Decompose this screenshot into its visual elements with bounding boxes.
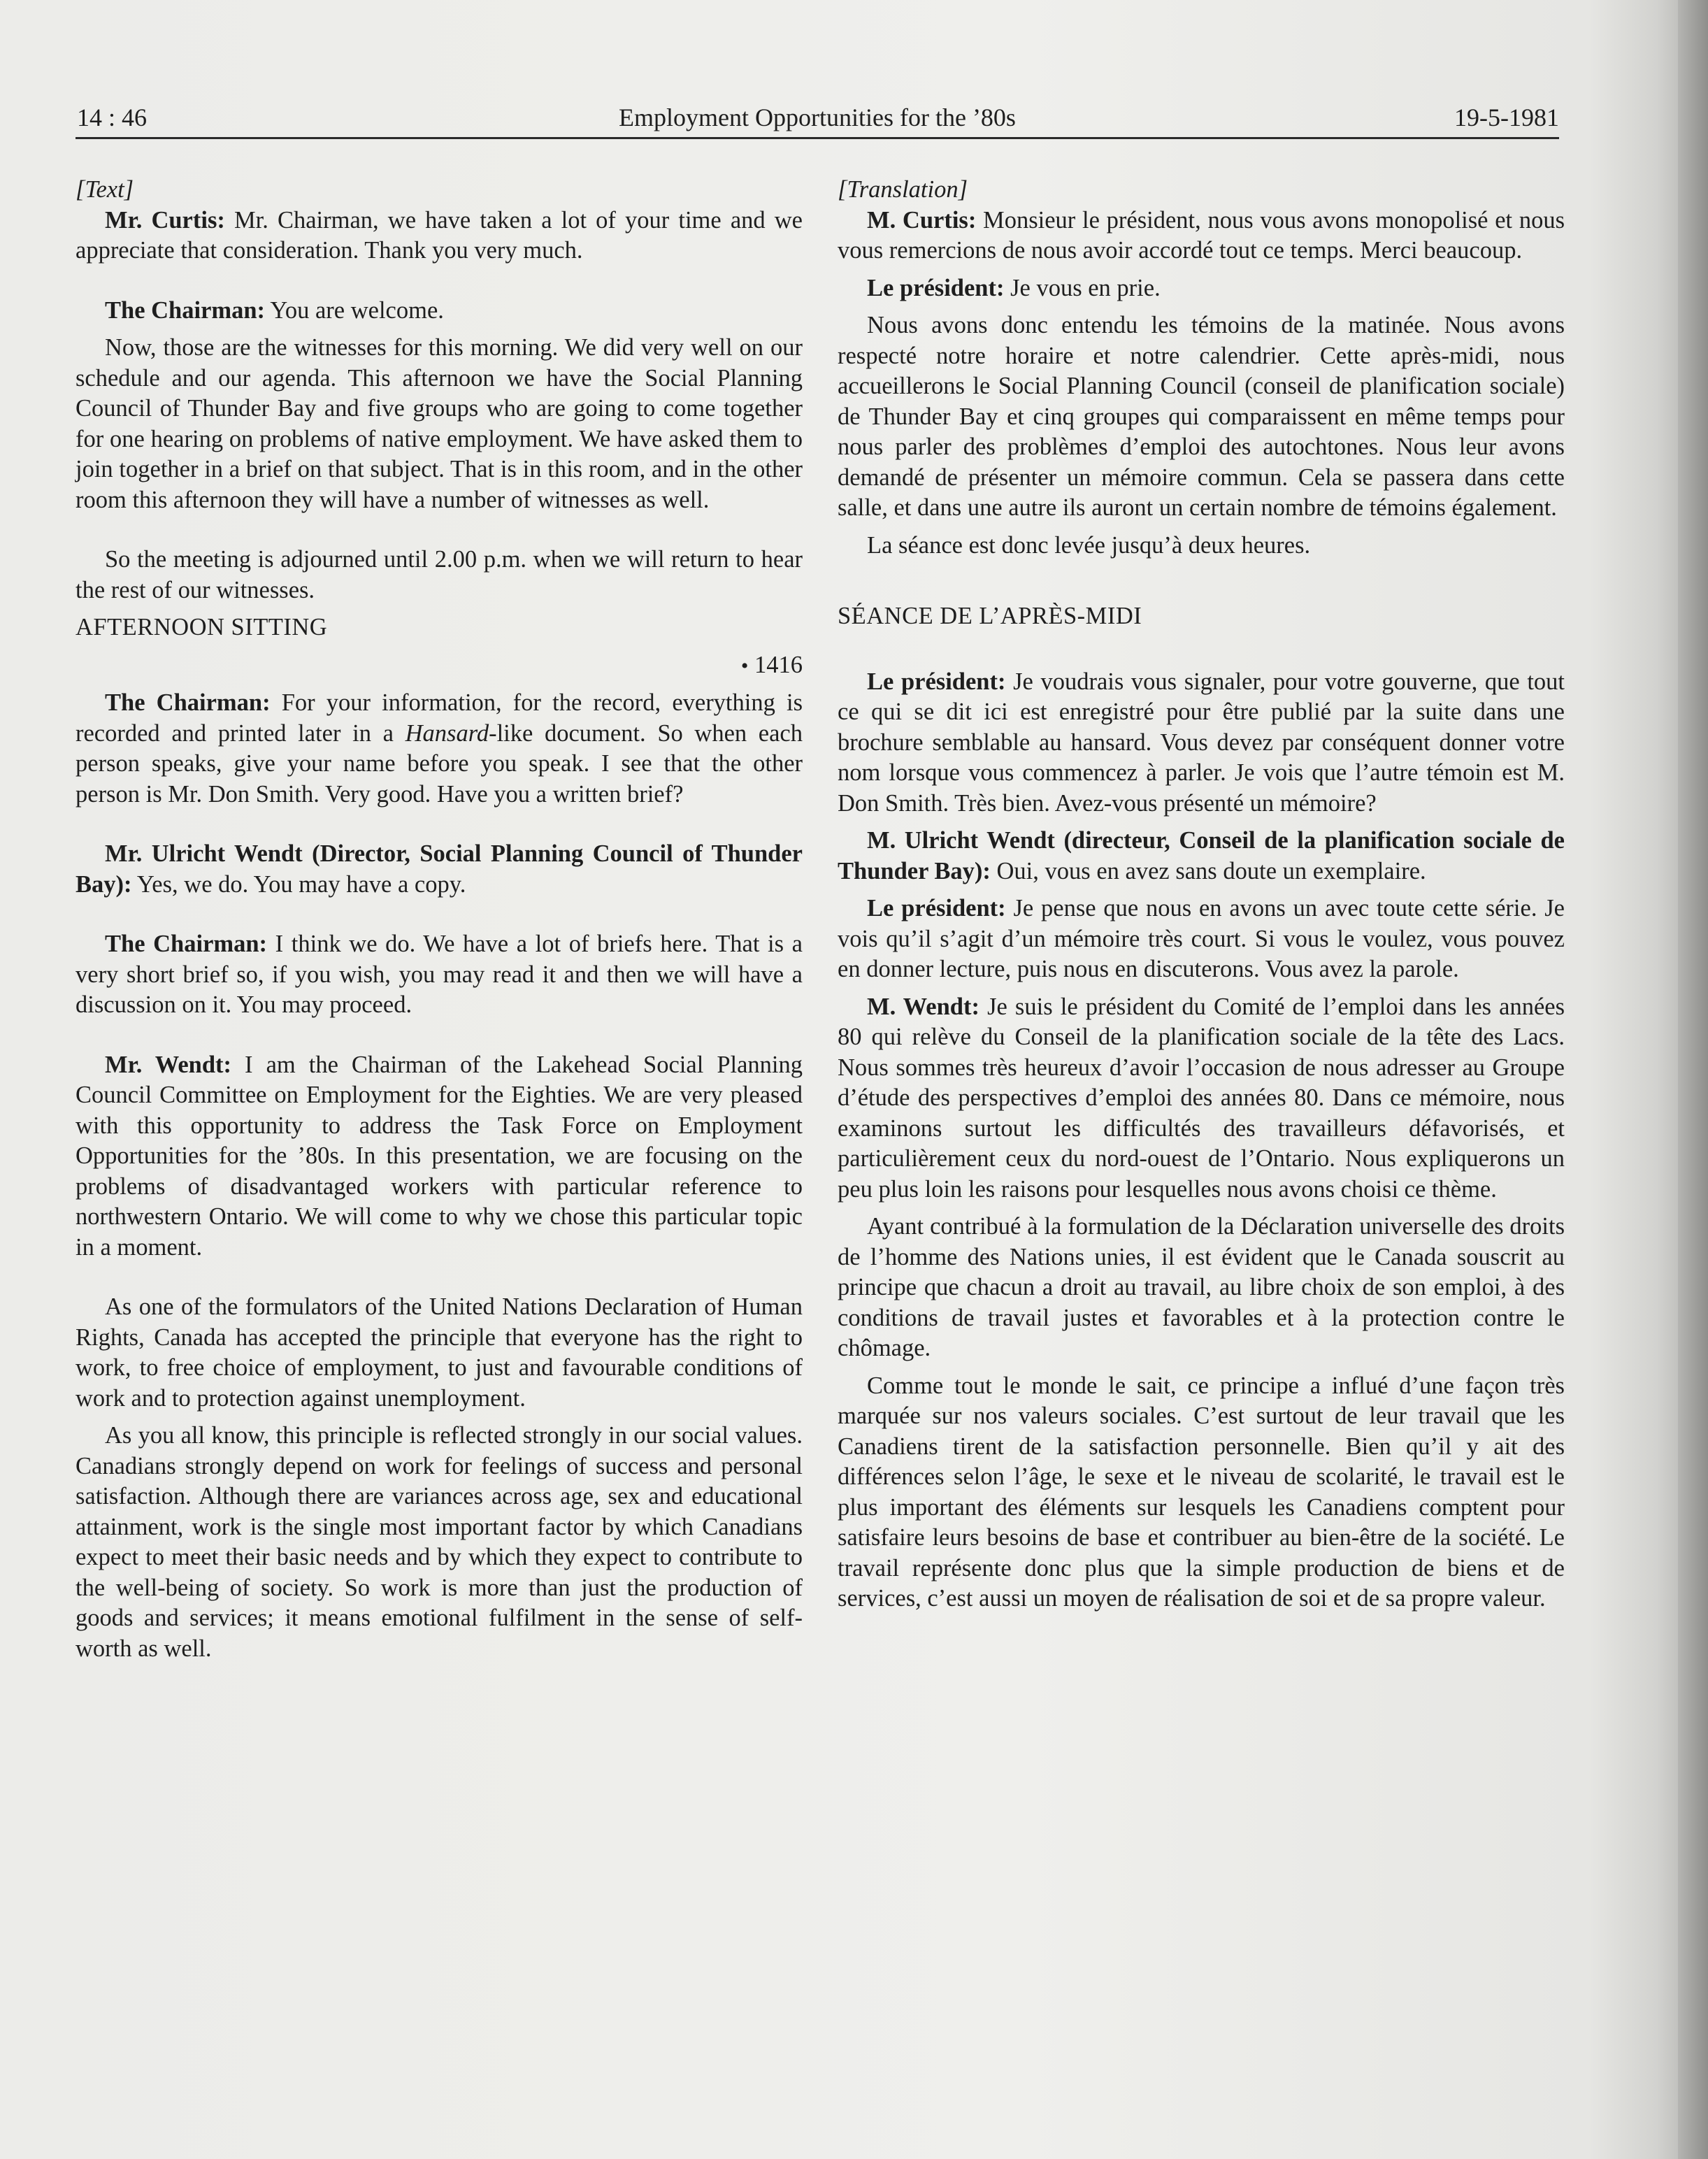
paragraph: Mr. Wendt: I am the Chairman of the Lakehead Social Planning Council Committee on Employment for the Eighties. We are very pleased with this opportunity to address the Task Force on Employment Opportunities for the ’80s. In this presentation, we are focusing on the problems of disadvantaged workers with particular reference to northwestern Ontario. We will come to why we chose this particular topic in a moment. (76, 1051, 803, 1261)
paragraph: M. Wendt: Je suis le président du Comité de l’emploi dans les années 80 qui relève du Conseil de la planification sociale de la tête des Lacs. Nous sommes très heureux d’avoir l’occasion de nous adresser au Groupe d’étude des perspectives d’emploi des années 80. Dans ce mémoire, nous examinons surtout les difficultés des travailleurs défavorisés, et particulièrement ceux du nord-ouest de l’Ontario. Nous expliquerons un peu plus loin les raisons pour lesquelles nous avons choisi ce thème. (838, 993, 1565, 1203)
publication-title: Employment Opportunities for the ’80s (619, 103, 1016, 131)
paragraph: The Chairman: You are welcome. (105, 296, 444, 324)
english-column (76, 175, 803, 1664)
speaker-name: Mr. Wendt: (105, 1051, 232, 1078)
speaker-name: Mr. Ulricht Wendt (Director, Social Planning Council of Thunder Bay): (76, 840, 803, 898)
paragraph: Le président: Je voudrais vous signaler, pour votre gouverne, que tout ce qui se dit ici est enregistré pour être publié par la suite dans une brochure semblable au hansard. Vous devez par conséquent donner votre nom lorsque vous commencez à parler. Je vois que l’autre témoin est M. Don Smith. Très bien. Avez-vous présenté un mémoire? (838, 668, 1565, 817)
language-tag: [Translation] (838, 176, 968, 203)
paragraph: La séance est donc levée jusqu’à deux heures. (867, 531, 1311, 559)
speaker-name: The Chairman: (105, 931, 268, 957)
paragraph: Now, those are the witnesses for this morning. We did very well on our schedule and our agenda. This afternoon we have the Social Planning Council of Thunder Bay and five groups who are going to come together for one hearing on problems of native employment. We have asked them to join together in a brief on that subject. That is in this room, and in the other room this afternoon they will have a number of witnesses as well. (76, 334, 803, 513)
paragraph: As one of the formulators of the United Nations Declaration of Human Rights, Canada has accepted the principle that everyone has the right to work, to free choice of employment, to just and favourable conditions of work and to protection against unemployment. (76, 1293, 803, 1412)
paragraph: As you all know, this principle is reflected strongly in our social values. Canadians strongly depend on work for feelings of success and personal satisfaction. Although there are variances across age, sex and educational attainment, work is the single most important factor by which Canadians expect to meet their basic needs and by which they expect to contribute to the well-being of society. So work is more than just the production of goods and services; it means emotional fulfilment in the sense of self-worth as well. (76, 1422, 803, 1662)
paragraph: Comme tout le monde le sait, ce principe a influé d’une façon très marquée sur nos valeurs sociales. C’est surtout de leur travail que les Canadiens tirent de la satisfaction personnelle. Bien qu’il y ait des différences selon l’âge, le sexe et le niveau de scolarité, le travail est le plus important des éléments sur lesquels les Canadiens comptent pour satisfaire leurs besoins de base et contribuer au bien-être de la société. Le travail représente donc plus que la simple production de biens et de services, c’est aussi un moyen de réalisation de soi et de sa propre valeur. (838, 1372, 1565, 1612)
language-tag: [Text] (76, 176, 134, 203)
section-heading: AFTERNOON SITTING (76, 614, 328, 640)
speaker-name: Le président: (867, 895, 1006, 921)
speaker-name: The Chairman: (105, 296, 266, 324)
speaker-name: M. Curtis: (867, 206, 977, 234)
speaker-name: The Chairman: (105, 689, 271, 716)
paragraph: Mr. Curtis: Mr. Chairman, we have taken a lot of your time and we appreciate that consideration. Thank you very much. (76, 206, 803, 264)
french-column (838, 175, 1565, 1614)
section-heading: SÉANCE DE L’APRÈS-MIDI (838, 603, 1142, 629)
paragraph: Ayant contribué à la formulation de la Déclaration universelle des droits de l’homme des Nations unies, il est évident que le Canada souscrit au principe que chacun a droit au travail, au libre choix de son emploi, à des conditions de travail justes et favorables et à la protection contre le chômage. (838, 1213, 1565, 1361)
speaker-name: M. Wendt: (867, 993, 979, 1020)
speaker-name: Le président: (867, 668, 1006, 695)
paragraph: The Chairman: For your information, for the record, everything is recorded and printed later in a Hansard-like document. So when each person speaks, give your name before you speak. I see that the other person is Mr. Don Smith. Very good. Have you a written brief? (76, 689, 803, 808)
time-marker: • 1416 (740, 651, 803, 678)
paragraph: So the meeting is adjourned until 2.00 p.m. when we will return to hear the rest of our witnesses. (76, 546, 803, 603)
paragraph: Mr. Ulricht Wendt (Director, Social Planning Council of Thunder Bay): Yes, we do. You may have a copy. (76, 840, 803, 898)
page-number: 14 : 46 (77, 103, 148, 131)
paragraph: M. Curtis: Monsieur le président, nous vous avons monopolisé et nous vous remercions de nous avoir accordé tout ce temps. Merci beaucoup. (838, 206, 1565, 264)
paragraph: Le président: Je pense que nous en avons un avec toute cette série. Je vois qu’il s’agit d’un mémoire très court. Si vous le voulez, vous pouvez en donner lecture, puis nous en discuterons. Vous avez la parole. (838, 895, 1565, 982)
running-header (76, 98, 1559, 139)
speaker-name: Le président: (867, 274, 1005, 301)
sitting-date: 19-5-1981 (1454, 103, 1559, 131)
speaker-name: M. Ulricht Wendt (directeur, Conseil de la planification sociale de Thunder Bay): (838, 827, 1565, 884)
paragraph: Nous avons donc entendu les témoins de la matinée. Nous avons respecté notre horaire et notre calendrier. Cette après-midi, nous accueillerons le Social Planning Council (conseil de planification sociale) de Thunder Bay et cinq groupes qui comparaissent en même temps pour nous parler des problèmes d’emploi des autochtones. Nous leur avons demandé de présenter un mémoire commun. Cela se passera dans cette salle, et dans une autre ils auront un certain nombre de témoins également. (838, 312, 1565, 521)
speaker-name: Mr. Curtis: (105, 206, 225, 234)
paragraph: M. Ulricht Wendt (directeur, Conseil de la planification sociale de Thunder Bay): Oui, vous en avez sans doute un exemplaire. (838, 827, 1565, 884)
page-binding-edge (1678, 0, 1708, 2159)
paragraph: Le président: Je vous en prie. (867, 274, 1161, 301)
paragraph: The Chairman: I think we do. We have a lot of briefs here. That is a very short brief so, if you wish, you may read it and then we will have a discussion on it. You may proceed. (76, 931, 803, 1018)
